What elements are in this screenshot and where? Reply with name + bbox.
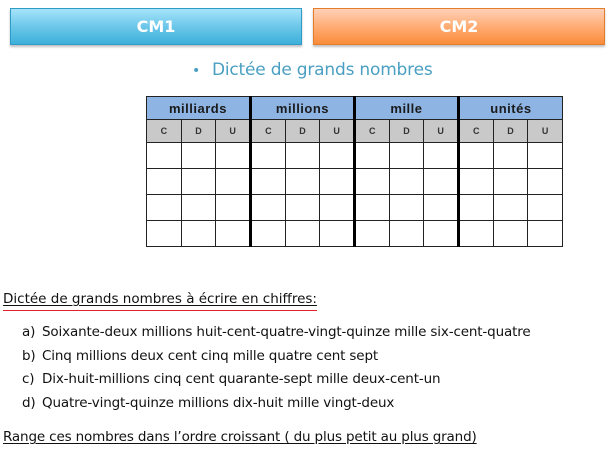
- empty-cell[interactable]: [354, 195, 389, 221]
- list-item: [0, 395, 531, 419]
- list-item: [0, 371, 531, 395]
- empty-cell[interactable]: [493, 169, 528, 195]
- list-item-text: Dix-huit-millions cinq cent quarante-sept mille deux-cent-un: [42, 371, 441, 387]
- sub-header-d: D: [389, 120, 424, 143]
- empty-cell[interactable]: [285, 221, 320, 247]
- list-item-text: Cinq millions deux cent cinq mille quatre cent sept: [42, 347, 379, 364]
- empty-cell[interactable]: [389, 195, 424, 221]
- empty-cell[interactable]: [216, 169, 251, 195]
- empty-cell[interactable]: [147, 221, 182, 247]
- table-row: [147, 169, 563, 195]
- empty-cell[interactable]: [458, 169, 493, 195]
- list-marker: a): [22, 324, 36, 340]
- empty-cell[interactable]: [181, 221, 216, 247]
- empty-cell[interactable]: [528, 195, 563, 221]
- sub-header-c: C: [354, 120, 389, 143]
- empty-cell[interactable]: [181, 143, 216, 169]
- list-marker: c): [22, 371, 35, 387]
- empty-cell[interactable]: [458, 195, 493, 221]
- empty-cell[interactable]: [493, 221, 528, 247]
- empty-cell[interactable]: [250, 169, 285, 195]
- sub-header-u: U: [320, 120, 355, 143]
- empty-cell[interactable]: [424, 221, 459, 247]
- table-row: [147, 221, 563, 247]
- empty-cell[interactable]: [389, 221, 424, 247]
- empty-cell[interactable]: [147, 169, 182, 195]
- empty-cell[interactable]: [320, 169, 355, 195]
- empty-cell[interactable]: [354, 221, 389, 247]
- cm2-label: CM2: [439, 17, 479, 36]
- spellcheck-underline: [3, 310, 317, 311]
- table-row: [147, 195, 563, 221]
- empty-cell[interactable]: [285, 195, 320, 221]
- empty-cell[interactable]: [320, 221, 355, 247]
- group-header-milliards: milliards: [147, 97, 251, 120]
- slide-subtitle: [192, 60, 432, 86]
- sub-header-d: D: [493, 120, 528, 143]
- empty-cell[interactable]: [320, 143, 355, 169]
- empty-cell[interactable]: [424, 143, 459, 169]
- subtitle-text: Dictée de grands nombres: [212, 60, 433, 80]
- empty-cell[interactable]: [285, 143, 320, 169]
- empty-cell[interactable]: [528, 143, 563, 169]
- sub-header-u: U: [424, 120, 459, 143]
- empty-cell[interactable]: [285, 169, 320, 195]
- table-row: [147, 143, 563, 169]
- empty-cell[interactable]: [320, 195, 355, 221]
- exercise-heading: [3, 291, 317, 307]
- empty-cell[interactable]: [216, 221, 251, 247]
- dictation-list: [0, 324, 531, 418]
- cm1-label: CM1: [136, 17, 176, 36]
- group-header-unites: unités: [458, 97, 562, 120]
- empty-cell[interactable]: [147, 143, 182, 169]
- list-item-text: Soixante-deux millions huit-cent-quatre-vingt-quinze mille six-cent-quatre: [42, 324, 531, 340]
- empty-cell[interactable]: [493, 195, 528, 221]
- empty-cell[interactable]: [424, 195, 459, 221]
- list-item: [0, 324, 531, 348]
- empty-cell[interactable]: [147, 195, 182, 221]
- empty-cell[interactable]: [458, 143, 493, 169]
- sub-header-u: U: [528, 120, 563, 143]
- empty-cell[interactable]: [389, 169, 424, 195]
- group-header-millions: millions: [250, 97, 354, 120]
- empty-cell[interactable]: [181, 169, 216, 195]
- list-item: [0, 348, 531, 372]
- place-value-table: [146, 96, 563, 247]
- sub-header-u: U: [216, 120, 251, 143]
- empty-cell[interactable]: [250, 143, 285, 169]
- list-marker: d): [22, 394, 36, 411]
- sub-header-row: [147, 120, 563, 143]
- empty-cell[interactable]: [216, 195, 251, 221]
- list-item-text: Quatre-vingt-quinze millions dix-huit mille vingt-deux: [42, 394, 395, 411]
- sub-header-c: C: [147, 120, 182, 143]
- empty-cell[interactable]: [493, 143, 528, 169]
- order-instruction: Range ces nombres dans l’ordre croissant ( du plus petit au plus grand): [3, 429, 477, 445]
- group-header-row: [147, 97, 563, 120]
- empty-cell[interactable]: [424, 169, 459, 195]
- sub-header-c: C: [250, 120, 285, 143]
- sub-header-d: D: [285, 120, 320, 143]
- empty-cell[interactable]: [250, 221, 285, 247]
- empty-cell[interactable]: [250, 195, 285, 221]
- sub-header-c: C: [458, 120, 493, 143]
- cm2-level-tab[interactable]: [313, 8, 605, 45]
- empty-cell[interactable]: [528, 221, 563, 247]
- empty-cell[interactable]: [181, 195, 216, 221]
- bullet-icon: •: [192, 63, 201, 79]
- empty-cell[interactable]: [389, 143, 424, 169]
- empty-cell[interactable]: [528, 169, 563, 195]
- group-header-mille: mille: [354, 97, 458, 120]
- empty-cell[interactable]: [216, 143, 251, 169]
- list-marker: b): [22, 347, 36, 364]
- sub-header-d: D: [181, 120, 216, 143]
- empty-cell[interactable]: [458, 221, 493, 247]
- empty-cell[interactable]: [354, 169, 389, 195]
- exercise-heading-text: Dictée de grands nombres à écrire en chiffres:: [3, 291, 317, 307]
- empty-cell[interactable]: [354, 143, 389, 169]
- cm1-level-tab[interactable]: [10, 8, 302, 45]
